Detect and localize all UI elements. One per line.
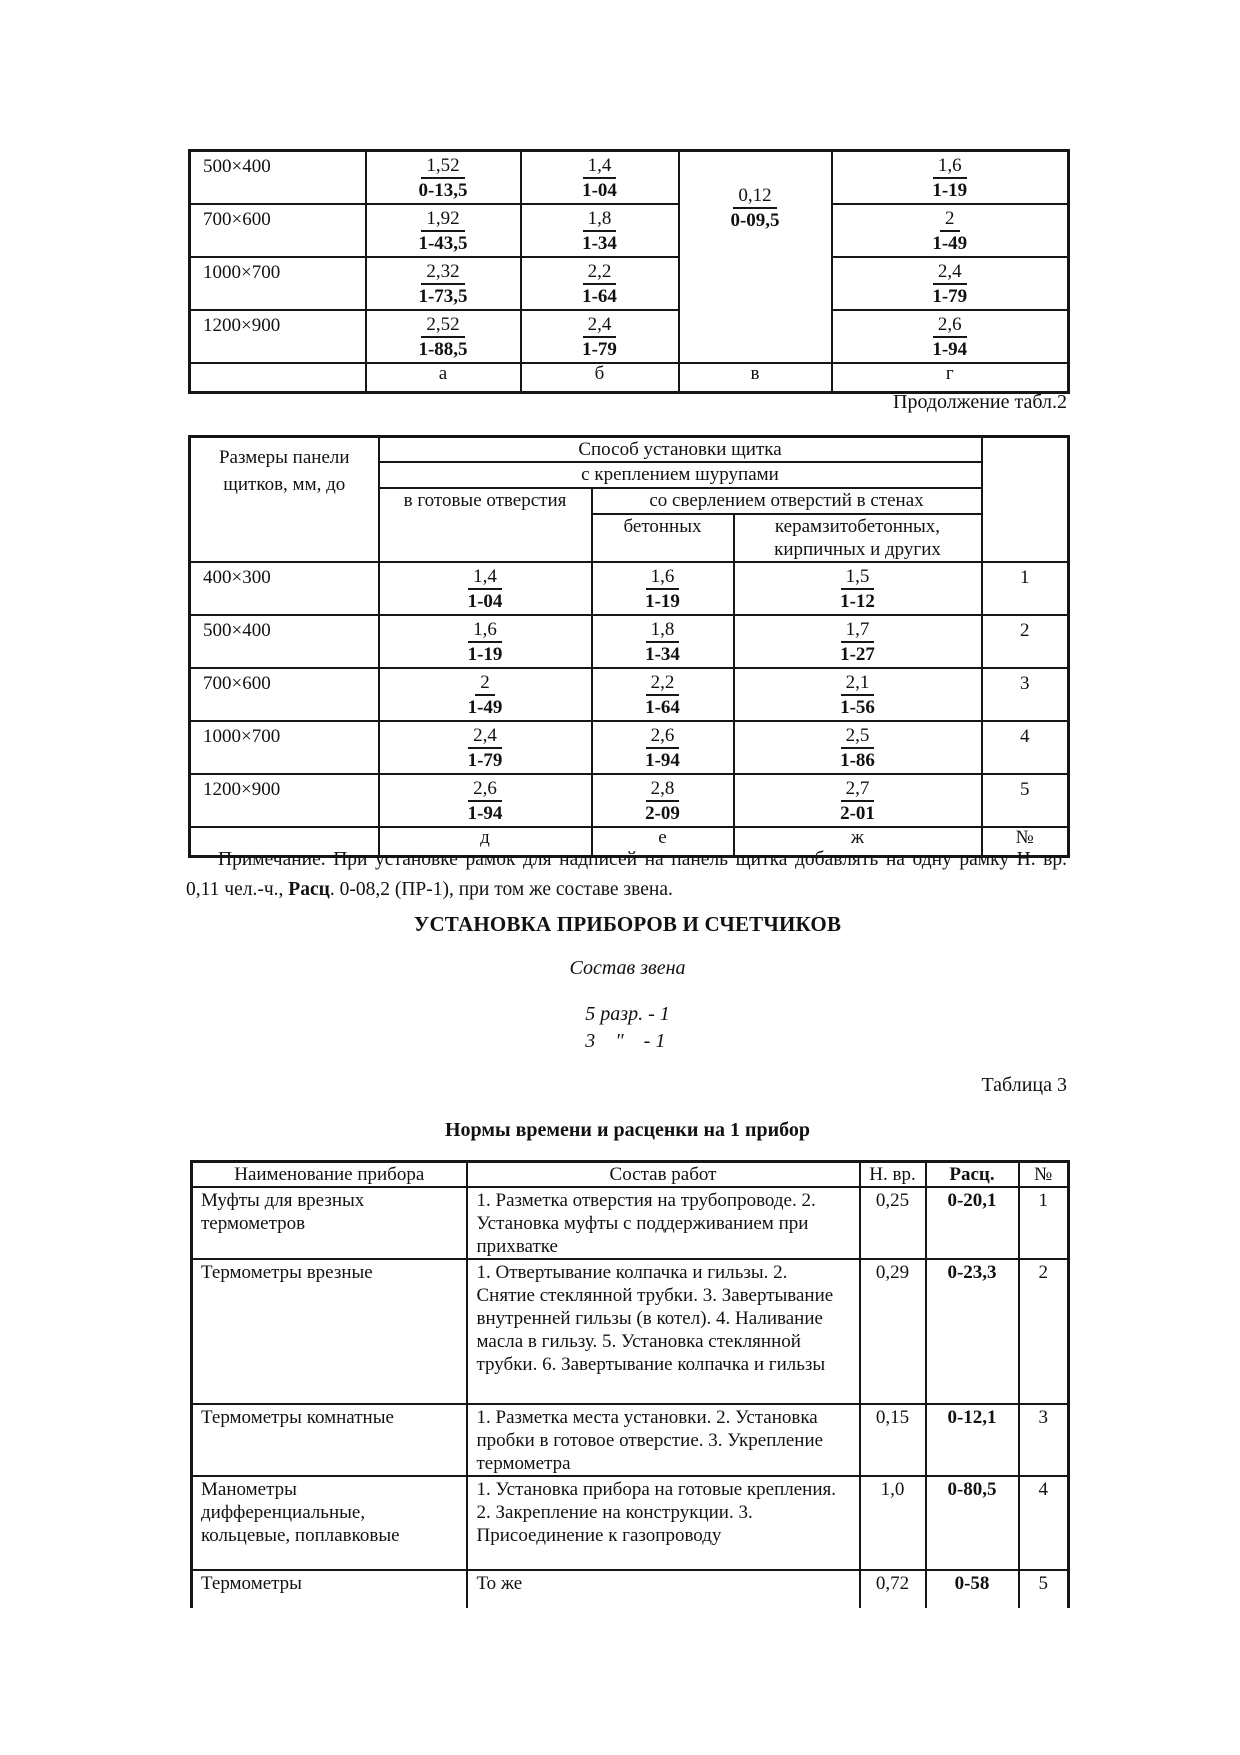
- table-row: [190, 151, 1069, 205]
- panel-size-cell: 700×600: [190, 668, 379, 721]
- panel-sizes-header: Размеры панели щитков, мм, до: [190, 437, 379, 563]
- time-norm-value: 2,52: [421, 315, 464, 338]
- rate-value: 1-56: [840, 697, 875, 718]
- norm-rate-cell: [521, 151, 679, 205]
- norm-rate-cell: [832, 310, 1069, 363]
- time-norm-value: 2,32: [421, 262, 464, 285]
- table-note: [186, 845, 1067, 905]
- row-number-cell: 1: [1019, 1187, 1069, 1259]
- column-letter: г: [832, 363, 1069, 392]
- rate-value: 1-34: [582, 233, 617, 254]
- time-norm-header: Н. вр.: [860, 1162, 926, 1188]
- rate-value: 1-79: [467, 750, 503, 771]
- install-method-header: Способ установки щитка: [379, 437, 982, 463]
- time-norm-cell: 0,72: [860, 1570, 926, 1608]
- concrete-walls-header: бетонных: [592, 514, 734, 562]
- rate-value: 1-43,5: [418, 233, 468, 254]
- panel-size-cell: 500×400: [190, 615, 379, 668]
- work-content-header: Состав работ: [467, 1162, 860, 1188]
- norm-rate-cell: [592, 562, 734, 615]
- device-name-cell: Манометры дифференциальные, кольцевые, поплавковые: [192, 1476, 467, 1570]
- rate-value: 1-49: [467, 697, 503, 718]
- table-row: [190, 204, 1069, 257]
- device-name-cell: Муфты для врезных термометров: [192, 1187, 467, 1259]
- time-norm-value: 1,52: [421, 156, 464, 179]
- norm-rate-cell: [366, 310, 521, 363]
- rate-value: 1-19: [932, 180, 968, 201]
- rate-value: 1-86: [840, 750, 875, 771]
- ready-holes-header: в готовые отверстия: [379, 488, 592, 562]
- panel-size-cell: 500×400: [190, 151, 366, 205]
- device-name-cell: Термометры: [192, 1570, 467, 1608]
- time-norm-value: 2,7: [841, 779, 875, 802]
- drilling-holes-header: со сверлением отверстий в стенах: [592, 488, 982, 514]
- time-norm-value: 1,5: [841, 567, 875, 590]
- norm-rate-cell: [379, 615, 592, 668]
- time-norm-value: 1,4: [468, 567, 502, 590]
- work-content-cell: 1. Отвертывание колпачка и гильзы. 2. Снятие стеклянной трубки. 3. Завертывание внутренней гильзы (в котел). 4. Наливание масла в гильзу. 5. Установка стеклянной трубки. 6. Завертывание колпачка и гильзы: [467, 1259, 860, 1404]
- table-row: [190, 310, 1069, 363]
- norm-rate-cell: [521, 257, 679, 310]
- table-row: [192, 1187, 1069, 1259]
- table-row: [192, 1404, 1069, 1476]
- note-lead-text: Примечание. При установке рамок для надписей на панель щитка добавлять на одну рамку Н. вр. 0,11 чел.-ч.,: [186, 849, 1067, 900]
- crew-composition-block: [188, 1001, 1067, 1055]
- row-number-cell: 5: [982, 774, 1069, 827]
- rate-value: 1-79: [582, 339, 617, 360]
- column-letters-row: [190, 363, 1069, 392]
- empty-cell: [190, 363, 366, 392]
- panel-size-cell: 400×300: [190, 562, 379, 615]
- norm-rate-cell: [734, 562, 982, 615]
- time-norm-value: 2,6: [468, 779, 502, 802]
- time-norm-value: 1,8: [583, 209, 617, 232]
- time-norm-value: 1,6: [646, 567, 680, 590]
- table-row-cut-off: [192, 1570, 1069, 1608]
- table-header-row: [192, 1162, 1069, 1188]
- crew-lines: [585, 1001, 669, 1055]
- norm-rate-cell: [366, 204, 521, 257]
- panel-mount-table-continued: [188, 435, 1070, 858]
- norm-rate-cell: [592, 615, 734, 668]
- rate-value: 1-73,5: [418, 286, 468, 307]
- rate-cell: 0-58: [926, 1570, 1019, 1608]
- norm-rate-cell: [592, 721, 734, 774]
- device-name-cell: Термометры врезные: [192, 1259, 467, 1404]
- time-norm-value: 1,8: [646, 620, 680, 643]
- rate-value: 1-12: [840, 591, 875, 612]
- rate-value: 1-19: [645, 591, 680, 612]
- work-content-cell: 1. Установка прибора на готовые крепления. 2. Закрепление на конструкции. 3. Присоединение к газопроводу: [467, 1476, 860, 1570]
- row-number-cell: 2: [982, 615, 1069, 668]
- panel-mount-table-top: [188, 149, 1070, 394]
- panel-size-cell: 1000×700: [190, 721, 379, 774]
- rate-value: 1-19: [467, 644, 503, 665]
- work-content-cell: 1. Разметка места установки. 2. Установка пробки в готовое отверстие. 3. Укрепление термометра: [467, 1404, 860, 1476]
- norm-rate-cell: [832, 257, 1069, 310]
- empty-header-cell: [982, 437, 1069, 563]
- norm-rate-cell: [379, 562, 592, 615]
- column-letter: №: [982, 827, 1069, 856]
- time-norm-value: 2,4: [583, 315, 617, 338]
- time-norm-value: 2,5: [841, 726, 875, 749]
- table-row: [190, 721, 1069, 774]
- claydite-walls-header: керамзитобетонных, кирпичных и других: [734, 514, 982, 562]
- column-letter: д: [379, 827, 592, 856]
- time-norm-value: 2: [940, 209, 960, 232]
- norm-rate-cell: [592, 774, 734, 827]
- table-row: [190, 562, 1069, 615]
- crew-line: 5 разр. - 1: [585, 1003, 670, 1025]
- time-norm-value: 1,7: [841, 620, 875, 643]
- section-heading: УСТАНОВКА ПРИБОРОВ И СЧЕТЧИКОВ: [413, 912, 842, 936]
- table-header-row: [190, 437, 1069, 463]
- rate-value: 1-34: [645, 644, 680, 665]
- norm-rate-cell-merged: [679, 151, 832, 364]
- table-row: [192, 1476, 1069, 1570]
- device-name-cell: Термометры комнатные: [192, 1404, 467, 1476]
- norm-rate-cell: [521, 204, 679, 257]
- rate-value: 1-64: [645, 697, 680, 718]
- rate-value: 1-79: [932, 286, 968, 307]
- time-norm-cell: 0,25: [860, 1187, 926, 1259]
- norm-rate-cell: [832, 151, 1069, 205]
- norm-rate-cell: [366, 151, 521, 205]
- rate-value: 1-94: [467, 803, 503, 824]
- rate-value: 1-88,5: [418, 339, 468, 360]
- norm-rate-cell: [379, 668, 592, 721]
- column-letter: е: [592, 827, 734, 856]
- time-norm-value: 2,2: [583, 262, 617, 285]
- table-row: [190, 668, 1069, 721]
- note-bold-word: Расц: [288, 879, 330, 900]
- time-norm-cell: 0,15: [860, 1404, 926, 1476]
- row-number-cell: 4: [1019, 1476, 1069, 1570]
- crew-line: 3 " - 1: [585, 1030, 666, 1052]
- norm-rate-cell: [734, 668, 982, 721]
- devices-install-table: [190, 1160, 1070, 1608]
- panel-size-cell: 1200×900: [190, 310, 366, 363]
- norm-rate-cell: [592, 668, 734, 721]
- time-norm-value: 2: [475, 673, 495, 696]
- rate-value: 1-27: [840, 644, 875, 665]
- device-name-header: Наименование прибора: [192, 1162, 467, 1188]
- row-number-cell: 4: [982, 721, 1069, 774]
- norm-rate-cell: [521, 310, 679, 363]
- row-number-cell: 2: [1019, 1259, 1069, 1404]
- time-norm-value: 1,4: [583, 156, 617, 179]
- table3-label: Таблица 3: [981, 1074, 1067, 1096]
- rate-value: 1-64: [582, 286, 617, 307]
- row-number-cell: 1: [982, 562, 1069, 615]
- time-norm-cell: 1,0: [860, 1476, 926, 1570]
- rate-value: 2-01: [840, 803, 875, 824]
- panel-size-cell: 700×600: [190, 204, 366, 257]
- rate-cell: 0-23,3: [926, 1259, 1019, 1404]
- norm-rate-cell: [734, 615, 982, 668]
- crew-composition-title: Состав звена: [569, 957, 686, 979]
- norm-rate-cell: [366, 257, 521, 310]
- time-norm-value: 2,4: [933, 262, 967, 285]
- work-content-cell: 1. Разметка отверстия на трубопроводе. 2. Установка муфты с поддерживанием при прихватке: [467, 1187, 860, 1259]
- rate-header: Расц.: [926, 1162, 1019, 1188]
- number-header: №: [1019, 1162, 1069, 1188]
- rate-value: 1-04: [467, 591, 503, 612]
- norm-rate-cell: [379, 721, 592, 774]
- time-norm-cell: 0,29: [860, 1259, 926, 1404]
- table-row: [190, 615, 1069, 668]
- rate-value: 0-09,5: [730, 210, 780, 231]
- norm-rate-cell: [832, 204, 1069, 257]
- column-letter: ж: [734, 827, 982, 856]
- norm-rate-cell: [734, 774, 982, 827]
- panel-size-cell: 1000×700: [190, 257, 366, 310]
- rate-cell: 0-80,5: [926, 1476, 1019, 1570]
- time-norm-value: 1,6: [468, 620, 502, 643]
- column-letter: в: [679, 363, 832, 392]
- note-rest-text: . 0-08,2 (ПР-1), при том же составе звена.: [329, 879, 673, 900]
- row-number-cell: 3: [1019, 1404, 1069, 1476]
- rate-value: 1-49: [932, 233, 968, 254]
- norm-rate-cell: [379, 774, 592, 827]
- rate-value: 1-94: [932, 339, 968, 360]
- work-content-cell: То же: [467, 1570, 860, 1608]
- row-number-cell: 5: [1019, 1570, 1069, 1608]
- norm-rate-cell: [734, 721, 982, 774]
- table-continuation-label: Продолжение табл.2: [893, 391, 1067, 413]
- time-norm-value: 1,92: [421, 209, 464, 232]
- rate-value: 0-13,5: [418, 180, 468, 201]
- time-norm-value: 2,2: [646, 673, 680, 696]
- time-norm-value: 1,6: [933, 156, 967, 179]
- rate-value: 1-04: [582, 180, 617, 201]
- time-norm-value: 2,6: [933, 315, 967, 338]
- column-letter: б: [521, 363, 679, 392]
- screw-fixing-header: с креплением шурупами: [379, 462, 982, 488]
- time-norm-value: 0,12: [733, 186, 776, 209]
- table-row: [192, 1259, 1069, 1404]
- column-letter: а: [366, 363, 521, 392]
- time-norm-value: 2,6: [646, 726, 680, 749]
- time-norm-value: 2,1: [841, 673, 875, 696]
- time-norm-value: 2,8: [646, 779, 680, 802]
- table-row: [190, 257, 1069, 310]
- table3-title: Нормы времени и расценки на 1 прибор: [444, 1119, 810, 1141]
- time-norm-value: 2,4: [468, 726, 502, 749]
- rate-cell: 0-12,1: [926, 1404, 1019, 1476]
- rate-cell: 0-20,1: [926, 1187, 1019, 1259]
- panel-size-cell: 1200×900: [190, 774, 379, 827]
- rate-value: 1-94: [645, 750, 680, 771]
- table-row: [190, 774, 1069, 827]
- row-number-cell: 3: [982, 668, 1069, 721]
- rate-value: 2-09: [645, 803, 680, 824]
